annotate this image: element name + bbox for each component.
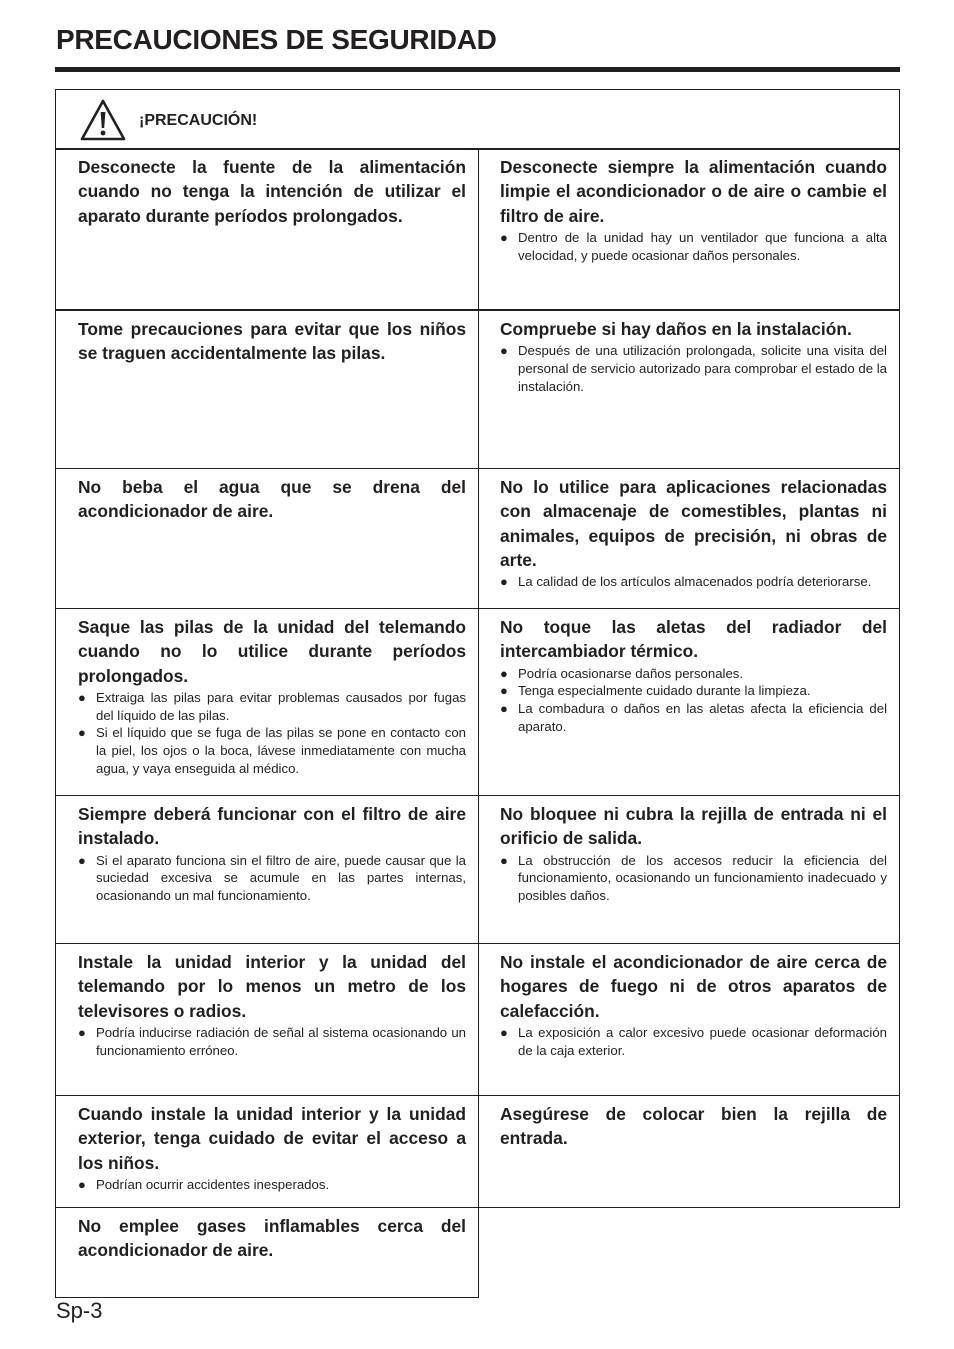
caution-cell <box>478 310 900 469</box>
caution-heading: No emplee gases inflamables cerca del acondicionador de aire. <box>78 1216 466 1261</box>
caution-bullet: ● Podría inducirse radiación de señal al sistema ocasionando un funcionamiento erróneo. <box>78 1024 466 1060</box>
caution-bullets <box>500 229 887 265</box>
caution-bullet: ● Extraiga las pilas para evitar problemas causados por fugas del líquido de las pilas. <box>78 689 466 725</box>
caution-heading: Saque las pilas de la unidad del telemando cuando no lo utilice durante períodos prolongados. <box>78 617 466 686</box>
caution-bullet: ● La exposición a calor excesivo puede ocasionar deformación de la caja exterior. <box>500 1024 887 1060</box>
caution-cell <box>55 608 479 796</box>
caution-bullets <box>500 1024 887 1060</box>
caution-bullet: ● La calidad de los artículos almacenados podría deteriorarse. <box>500 573 887 591</box>
caution-heading: Cuando instale la unidad interior y la unidad exterior, tenga cuidado de evitar el acceso a los niños. <box>78 1104 466 1173</box>
caution-heading: Tome precauciones para evitar que los niños se traguen accidentalmente las pilas. <box>78 319 466 364</box>
caution-bullets <box>500 342 887 395</box>
caution-heading: Desconecte siempre la alimentación cuando limpie el acondicionador o de aire o cambie el filtro de aire. <box>500 157 887 226</box>
caution-bullets <box>78 1176 466 1194</box>
caution-cell <box>55 795 479 944</box>
caution-bullet: ● La obstrucción de los accesos reducir la eficiencia del funcionamiento, ocasionando un funcionamiento inadecuado y posibles daños. <box>500 852 887 905</box>
caution-header <box>55 89 900 150</box>
caution-heading: No lo utilice para aplicaciones relacionadas con almacenaje de comestibles, plantas ni animales, equipos de precisión, ni obras de arte. <box>500 477 887 570</box>
caution-bullet: ● La combadura o daños en las aletas afecta la eficiencia del aparato. <box>500 700 887 736</box>
warning-triangle-icon <box>80 99 126 141</box>
caution-cell <box>478 795 900 944</box>
caution-bullet: ● Si el líquido que se fuga de las pilas se pone en contacto con la piel, los ojos o la boca, lávese inmediatamente con mucha agua, y vaya enseguida al médico. <box>78 724 466 777</box>
caution-cell <box>55 1095 479 1208</box>
caution-heading: No toque las aletas del radiador del intercambiador térmico. <box>500 617 887 662</box>
caution-cell <box>478 1095 900 1208</box>
title-rule <box>55 67 900 72</box>
caution-heading: No instale el acondicionador de aire cerca de hogares de fuego ni de otros aparatos de calefacción. <box>500 952 887 1021</box>
caution-bullets <box>500 852 887 905</box>
caution-cell <box>55 1207 479 1298</box>
caution-bullets <box>78 689 466 778</box>
caution-heading: Instale la unidad interior y la unidad del telemando por lo menos un metro de los televisores o radios. <box>78 952 466 1021</box>
caution-bullets <box>500 665 887 736</box>
caution-bullet: ● Después de una utilización prolongada, solicite una visita del personal de servicio autorizado para comprobar el estado de la instalación. <box>500 342 887 395</box>
caution-bullets <box>78 1024 466 1060</box>
caution-heading: Desconecte la fuente de la alimentación cuando no tenga la intención de utilizar el aparato durante períodos prolongados. <box>78 157 466 226</box>
caution-label: ¡PRECAUCIÓN! <box>139 112 258 129</box>
caution-heading: No beba el agua que se drena del acondicionador de aire. <box>78 477 466 522</box>
caution-bullet: ● Podría ocasionarse daños personales. <box>500 665 887 683</box>
caution-bullets <box>78 852 466 905</box>
caution-heading: Asegúrese de colocar bien la rejilla de entrada. <box>500 1104 887 1149</box>
caution-cell <box>55 468 479 609</box>
page-title: PRECAUCIONES DE SEGURIDAD <box>56 24 497 55</box>
caution-bullet: ● Podrían ocurrir accidentes inesperados. <box>78 1176 466 1194</box>
caution-bullets <box>500 573 887 591</box>
caution-heading: Siempre deberá funcionar con el filtro de aire instalado. <box>78 804 466 849</box>
caution-bullet: ● Dentro de la unidad hay un ventilador que funciona a alta velocidad, y puede ocasionar daños personales. <box>500 229 887 265</box>
caution-bullet: ● Si el aparato funciona sin el filtro de aire, puede causar que la suciedad excesiva se acumule en las partes internas, ocasionando un mal funcionamiento. <box>78 852 466 905</box>
caution-cell <box>478 148 900 310</box>
caution-bullet: ● Tenga especialmente cuidado durante la limpieza. <box>500 682 887 700</box>
page-number: Sp-3 <box>56 1298 103 1323</box>
caution-cell <box>478 468 900 609</box>
caution-cell <box>55 148 479 310</box>
caution-cell <box>478 608 900 796</box>
caution-cell <box>55 943 479 1096</box>
caution-heading: Compruebe si hay daños en la instalación. <box>500 319 852 339</box>
caution-cell <box>478 943 900 1096</box>
caution-cell <box>55 310 479 469</box>
caution-heading: No bloquee ni cubra la rejilla de entrada ni el orificio de salida. <box>500 804 887 849</box>
